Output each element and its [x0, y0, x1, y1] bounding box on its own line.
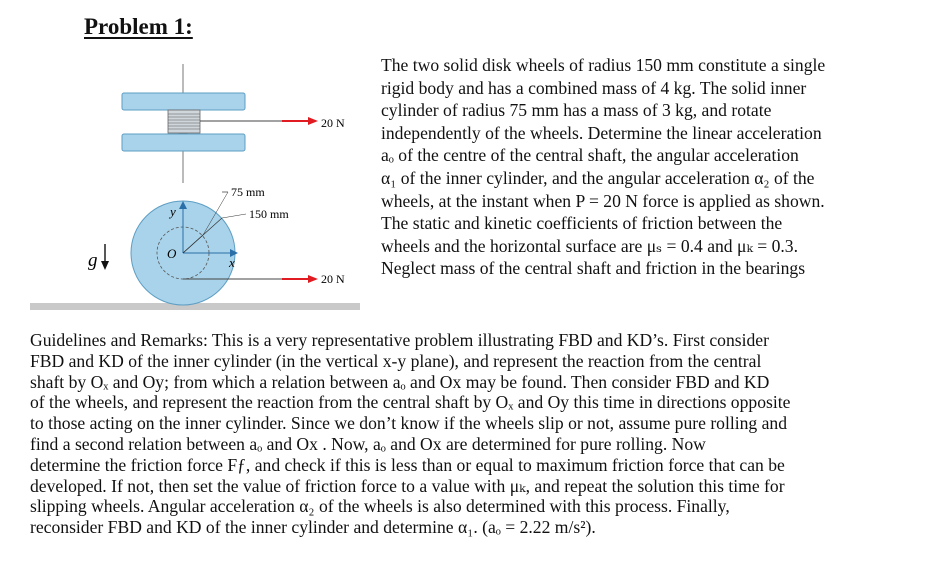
- gravity-label: g: [88, 250, 98, 271]
- dim-outer-leader: [222, 214, 246, 218]
- gravity-arrowhead: [101, 261, 109, 270]
- guide-line: developed. If not, then set the value of friction force to a value with μₖ, and repeat the solution this time for: [30, 475, 785, 496]
- problem-line: Neglect mass of the central shaft and friction in the bearings: [381, 258, 806, 279]
- force-arrowhead-top: [308, 117, 318, 125]
- guide-line: find a second relation between aₒ and Ox . Now, aₒ and Ox are determined for pure rolling. Now: [30, 433, 706, 454]
- problem-figure: [0, 40, 380, 330]
- problem-statement: [381, 54, 901, 280]
- force-label-top: 20 N: [321, 116, 345, 130]
- dim-inner-label: 75 mm: [231, 185, 265, 199]
- problem-line: independently of the wheels. Determine the linear acceleration: [381, 122, 822, 143]
- problem-line: aₒ of the centre of the central shaft, the angular acceleration: [381, 145, 799, 166]
- y-axis-label: y: [170, 204, 176, 219]
- guide-line: determine the friction force Fƒ, and check if this is less than or equal to maximum friction force that can be: [30, 454, 785, 475]
- problem-line: rigid body and has a combined mass of 4 kg. The solid inner: [381, 77, 807, 98]
- dim-outer-label: 150 mm: [249, 207, 289, 221]
- guide-line: shaft by Oₓ and Oy; from which a relation between aₒ and Ox may be found. Then consider FBD and KD: [30, 371, 770, 392]
- guide-line: FBD and KD of the inner cylinder (in the vertical x-y plane), and represent the reaction from the central: [30, 350, 762, 371]
- force-arrowhead-bottom: [308, 275, 318, 283]
- problem-line: The two solid disk wheels of radius 150 mm constitute a single: [381, 55, 826, 75]
- wheel-bottom-side: [122, 134, 245, 151]
- force-label-bottom: 20 N: [321, 272, 345, 286]
- guide-line: Guidelines and Remarks: This is a very representative problem illustrating FBD and KD’s. First consider: [30, 330, 769, 350]
- figure-svg: [0, 40, 380, 330]
- problem-line: The static and kinetic coefficients of friction between the: [381, 213, 783, 234]
- x-axis-label: x: [229, 255, 235, 270]
- guidelines-text: [30, 330, 910, 538]
- guide-line: to those acting on the inner cylinder. Since we don’t know if the wheels slip or not, assume pure rolling and: [30, 413, 788, 434]
- guide-line: reconsider FBD and KD of the inner cylinder and determine α₁. (aₒ = 2.22 m/s²).: [30, 517, 596, 538]
- wheel-top-side: [122, 93, 245, 110]
- guide-line: of the wheels, and represent the reaction from the central shaft by Oₓ and Oy this time in directions opposite: [30, 392, 791, 413]
- problem-title: Problem 1:: [84, 14, 193, 39]
- guide-line: slipping wheels. Angular acceleration α₂ of the wheels is also determined with this process. Finally,: [30, 496, 730, 517]
- problem-line: wheels and the horizontal surface are μₛ = 0.4 and μₖ = 0.3.: [381, 235, 798, 256]
- problem-line: α₁ of the inner cylinder, and the angular acceleration α₂ of the: [381, 167, 815, 188]
- inner-cylinder-side: [168, 110, 200, 133]
- problem-line: wheels, at the instant when P = 20 N force is applied as shown.: [381, 190, 825, 211]
- origin-label: O: [167, 246, 177, 261]
- problem-line: cylinder of radius 75 mm has a mass of 3 kg, and rotate: [381, 100, 772, 121]
